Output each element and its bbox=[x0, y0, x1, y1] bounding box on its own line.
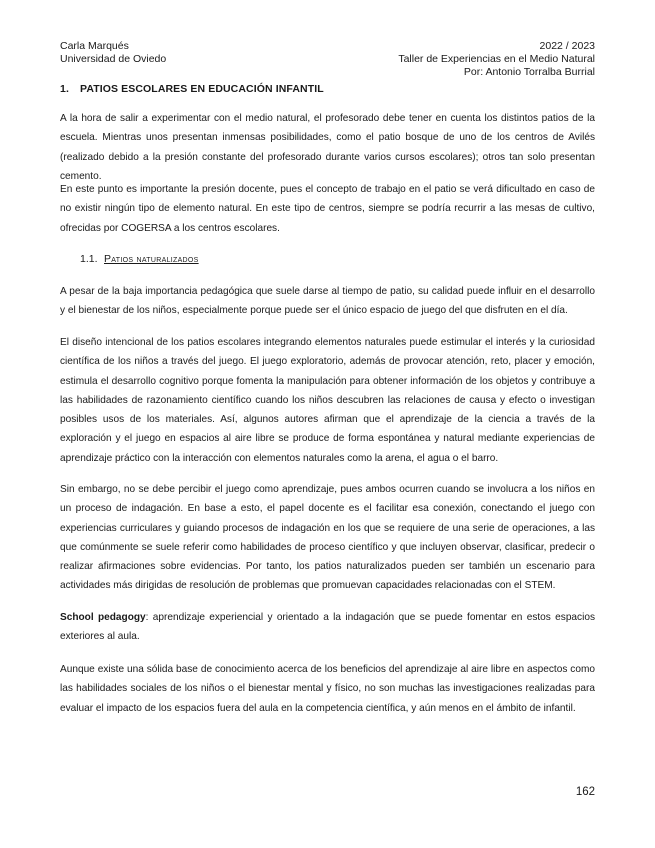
paragraph-6-lead: School pedagogy bbox=[60, 612, 146, 623]
paragraph-1: A la hora de salir a experimentar con el medio natural, el profesorado debe tener en cuenta los distintos patios de la escuela. Mientras unos presentan inmensas posibilidades, como el patio bosque de uno de los centros de Avilés (realizado debido a la presión constante del profesorado durante varios cursos escolares); otros tan solo presentan cemento. bbox=[60, 113, 595, 182]
paragraph-7-block bbox=[60, 660, 595, 718]
page-number: 162 bbox=[575, 786, 595, 798]
subsection-heading bbox=[80, 253, 199, 265]
header-author: Carla Marqués bbox=[60, 40, 129, 52]
subsection-number: 1.1. bbox=[80, 253, 98, 265]
paragraph-6-rest: : aprendizaje experiencial y orientado a la indagación que se puede fomentar en estos espacios exteriores al aula. bbox=[60, 612, 595, 643]
paragraph-6-block bbox=[60, 608, 595, 647]
section-number: 1. bbox=[60, 83, 69, 95]
section-heading bbox=[60, 83, 324, 95]
header-professor: Por: Antonio Torralba Burrial bbox=[463, 66, 595, 78]
paragraph-1-block bbox=[60, 109, 595, 186]
paragraph-3: A pesar de la baja importancia pedagógica que suele darse al tiempo de patio, su calidad puede influir en el desarrollo y el bienestar de los niños, especialmente porque puede ser el único espacio de juego del que disfruten en el día. bbox=[60, 286, 595, 317]
header-left bbox=[60, 40, 166, 66]
paragraph-3-block bbox=[60, 282, 595, 321]
paragraph-6 bbox=[60, 608, 595, 647]
header-course: Taller de Experiencias en el Medio Natural bbox=[398, 53, 595, 65]
paragraph-2: En este punto es importante la presión docente, pues el concepto de trabajo en el patio se verá dificultado en caso de no existir ningún tipo de elemento natural. En este tipo de centros, siempre se podría recurrir a las mesas de cultivo, ofrecidas por COGERSA a los centros escolares. bbox=[60, 184, 595, 234]
paragraph-2-block bbox=[60, 180, 595, 238]
header-right bbox=[398, 40, 595, 79]
paragraph-4-block bbox=[60, 333, 595, 468]
subsection-title: Patios naturalizados bbox=[104, 253, 199, 265]
paragraph-5: Sin embargo, no se debe percibir el juego como aprendizaje, pues ambos ocurren cuando se involucra a los niños en un proceso de indagación. En base a esto, el papel docente es el facilitar esa conexión, conectando el juego con experiencias curriculares y guiando procesos de indagación en los que se requiere de una serie de operaciones, a las que comúnmente se suele referir como habilidades de proceso científico y que incluyen observar, clasificar, predecir o realizar afirmaciones sobre evidencias. Por tanto, los patios naturalizados pueden ser también un escenario para actividades más dirigidas de resolución de problemas que promuevan capacidades relacionadas con el STEM. bbox=[60, 484, 595, 592]
paragraph-7: Aunque existe una sólida base de conocimiento acerca de los beneficios del aprendizaje al aire libre en aspectos como las habilidades sociales de los niños o el bienestar mental y físico, no son muchas las investigaciones realizadas para evaluar el impacto de los espacios fuera del aula en la competencia científica, y aún menos en el ámbito de infantil. bbox=[60, 664, 595, 714]
paragraph-4: El diseño intencional de los patios escolares integrando elementos naturales puede estimular el interés y la curiosidad científica de los niños a través del juego. El juego exploratorio, además de provocar atención, reto, placer y emoción, estimula el desarrollo cognitivo porque fomenta la manipulación para obtener información de los objetos y contribuye a las habilidades de razonamiento científico cuando los niños descubren las relaciones de causa y efecto o investigan posibles usos de los materiales. Así, algunos autores afirman que el aprendizaje de la ciencia a través de la exploración y el juego en espacios al aire libre se produce de forma espontánea y natural mediante experiencias de aprendizaje práctico con la interacción con elementos naturales como la arena, el agua o el barro. bbox=[60, 337, 595, 464]
header-year: 2022 / 2023 bbox=[539, 40, 595, 52]
header-university: Universidad de Oviedo bbox=[60, 53, 167, 65]
paragraph-5-block bbox=[60, 480, 595, 596]
section-title: PATIOS ESCOLARES EN EDUCACIÓN INFANTIL bbox=[80, 83, 324, 95]
